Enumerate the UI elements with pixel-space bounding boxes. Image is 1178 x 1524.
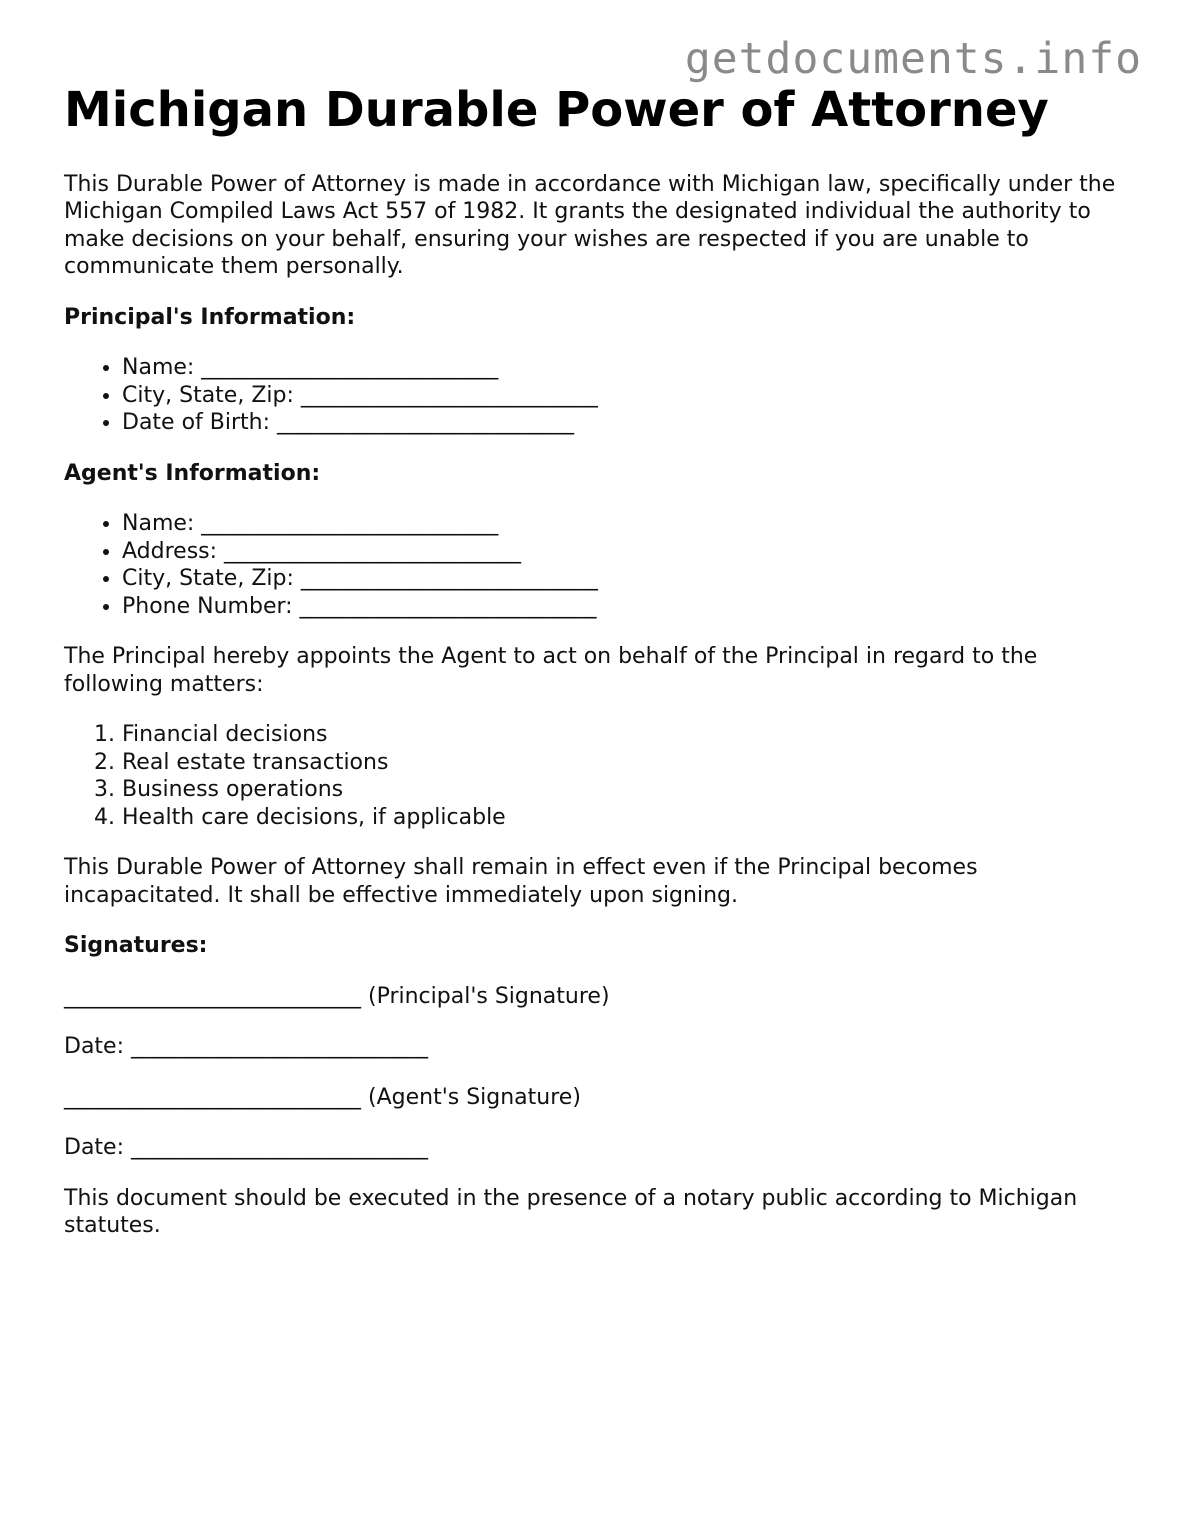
matter-item: 4. Health care decisions, if applicable: [122, 804, 1124, 832]
principal-city-state-zip-field[interactable]: • City, State, Zip: ___________________________: [122, 382, 1124, 410]
agent-name-field[interactable]: • Name: ___________________________: [122, 510, 1124, 538]
matters-list: [64, 721, 1124, 831]
principal-name-field[interactable]: • Name: ___________________________: [122, 354, 1124, 382]
principal-heading: Principal's Information:: [64, 304, 356, 330]
document-page: [64, 84, 1124, 1240]
agent-city-state-zip-field[interactable]: • City, State, Zip: ___________________________: [122, 565, 1124, 593]
watermark: getdocuments.info: [684, 34, 1142, 84]
agent-fields-list: [64, 510, 1124, 620]
agent-address-field[interactable]: • Address: ___________________________: [122, 538, 1124, 566]
signatures-heading: Signatures:: [64, 933, 208, 959]
intro-paragraph: This Durable Power of Attorney is made in accordance with Michigan law, specifically under the Michigan Compiled Laws Act 557 of 1982. It grants the designated individual the authority to make decisions on your behalf, ensuring your wishes are respected if you are unable to communicate them personally.: [64, 171, 1116, 280]
notary-paragraph: This document should be executed in the presence of a notary public according to Michigan statutes.: [64, 1185, 1078, 1239]
principal-signature-line[interactable]: ___________________________ (Principal's Signature): [64, 983, 610, 1009]
document-title: Michigan Durable Power of Attorney: [64, 82, 1049, 138]
appointment-paragraph: The Principal hereby appoints the Agent to act on behalf of the Principal in regard to the following matters:: [64, 644, 1038, 697]
agent-heading: Agent's Information:: [64, 460, 321, 486]
effect-paragraph: This Durable Power of Attorney shall remain in effect even if the Principal becomes incapacitated. It shall be effective immediately upon signing.: [64, 855, 978, 908]
matter-item: 1. Financial decisions: [122, 721, 1124, 749]
matter-item: 3. Business operations: [122, 776, 1124, 804]
agent-signature-line[interactable]: ___________________________ (Agent's Signature): [64, 1084, 581, 1110]
agent-date-line[interactable]: Date: ___________________________: [64, 1135, 428, 1161]
principal-date-line[interactable]: Date: ___________________________: [64, 1034, 428, 1060]
principal-date-of-birth-field[interactable]: • Date of Birth: ___________________________: [122, 409, 1124, 437]
matter-item: 2. Real estate transactions: [122, 749, 1124, 777]
principal-fields-list: [64, 354, 1124, 437]
agent-phone-number-field[interactable]: • Phone Number: ___________________________: [122, 593, 1124, 621]
